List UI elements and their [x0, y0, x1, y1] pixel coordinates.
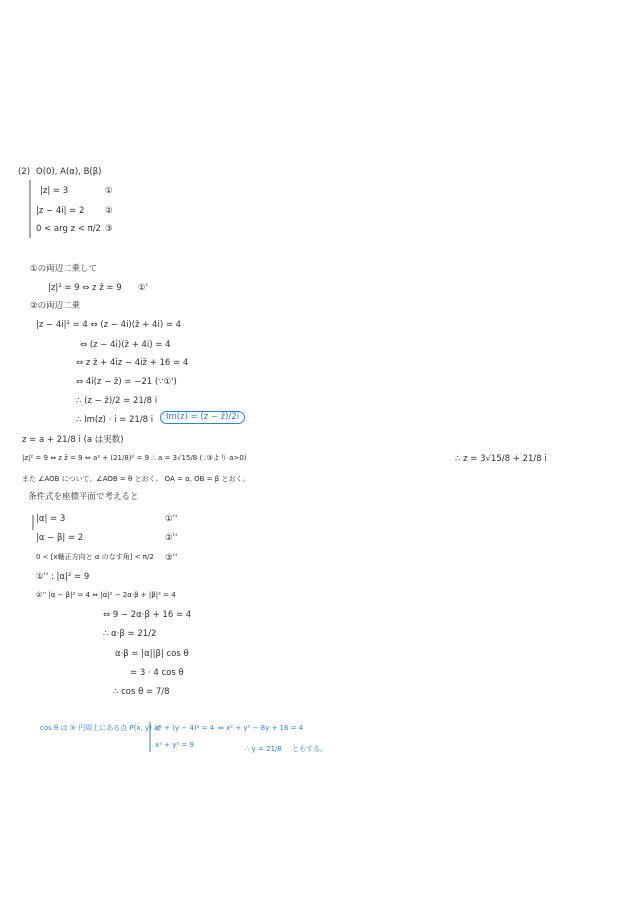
angle-definition: また ∠AOB について、∠AOB = θ とおく。 OA = α, OB = β とおく。: [22, 475, 250, 483]
condition-2-tag: ②: [105, 206, 113, 216]
blue-system-eq-2: x² + y² = 9: [155, 741, 194, 749]
step2-heading: ②の両辺二乗: [30, 301, 81, 311]
blue-y-result: ∴ y = 21/8: [245, 745, 282, 753]
problem-number: (2): [18, 167, 31, 177]
condition-1: |z| = 3: [40, 186, 69, 196]
coordinate-plane-heading: 条件式を座標平面で考えると: [28, 492, 139, 502]
condition-1-tag: ①: [105, 186, 113, 196]
vector-condition-2: |α − β| = 2: [36, 533, 84, 543]
blue-closing: ともする。: [292, 745, 327, 753]
step1-tag: ①': [138, 283, 148, 293]
step5-line-3: ⇔ 9 − 2α·β + 16 = 4: [103, 610, 192, 620]
im-z-definition-box: Im(z) = (z − z̄)/2i: [160, 411, 245, 424]
z-result: ∴ z = 3√15/8 + 21/8 i: [455, 454, 547, 464]
step2-line-2: ⇔ (z − 4i)(z̄ + 4i) = 4: [80, 340, 171, 350]
vector-condition-1-tag: ①'': [165, 514, 178, 524]
cos-theta-result: ∴ cos θ = 7/8: [113, 687, 170, 697]
step2-line-5: ∴ (z − z̄)/2 = 21/8 i: [76, 396, 158, 406]
blue-expansion: ⇔ x² + y² − 8y + 16 = 4: [218, 724, 304, 732]
step2-line-1: |z − 4i|² = 4 ⇔ (z − 4i)(z̄ + 4i) = 4: [36, 320, 182, 330]
vector-condition-2-tag: ②'': [165, 533, 178, 543]
blue-note-intro: cos θ は ⑤ 円周上にある点 P(x, y) は: [40, 724, 162, 732]
points-definition: O(0), A(α), B(β): [36, 167, 102, 177]
step2-line-6: ∴ Im(z) · i = 21/8 i: [76, 415, 154, 425]
condition-3-tag: ③: [105, 224, 113, 234]
step5-line-5: α·β = |α||β| cos θ: [115, 649, 189, 659]
abs-z-equation: |z|² = 9 ⇔ z z̄ = 9 ⇔ a² + (21/8)² = 9 ∴ a = 3√15/8 (∵③より a>0): [22, 454, 247, 462]
step5-line-4: ∴ α·β = 21/2: [103, 629, 157, 639]
blue-system-eq-1: x² + (y − 4)² = 4: [155, 724, 215, 732]
step2-line-4: ⇔ 4i(z − z̄) = −21 (∵①'): [76, 377, 177, 387]
step2-line-3: ⇔ z z̄ + 4iz − 4iz̄ + 16 = 4: [76, 358, 189, 368]
vector-condition-3-tag: ③'': [165, 553, 178, 563]
condition-3: 0 < arg z < π/2: [36, 224, 101, 234]
vector-condition-3: 0 < [x軸正方向と α のなす角] < π/2: [36, 553, 154, 561]
condition-2: |z − 4i| = 2: [36, 206, 85, 216]
step5-line-1: ①'' : |α|² = 9: [36, 572, 90, 582]
step1-line: |z|² = 9 ⇔ z z̄ = 9: [48, 283, 122, 293]
step1-heading: ①の両辺二乗して: [30, 264, 98, 274]
step5-line-6: = 3 · 4 cos θ: [130, 668, 184, 678]
vector-condition-1: |α| = 3: [36, 514, 66, 524]
z-form: z = a + 21/8 i (a は実数): [22, 435, 124, 445]
step5-line-2: ②'' |α − β|² = 4 ⇔ |α|² − 2α·β + |β|² = 4: [36, 591, 176, 599]
